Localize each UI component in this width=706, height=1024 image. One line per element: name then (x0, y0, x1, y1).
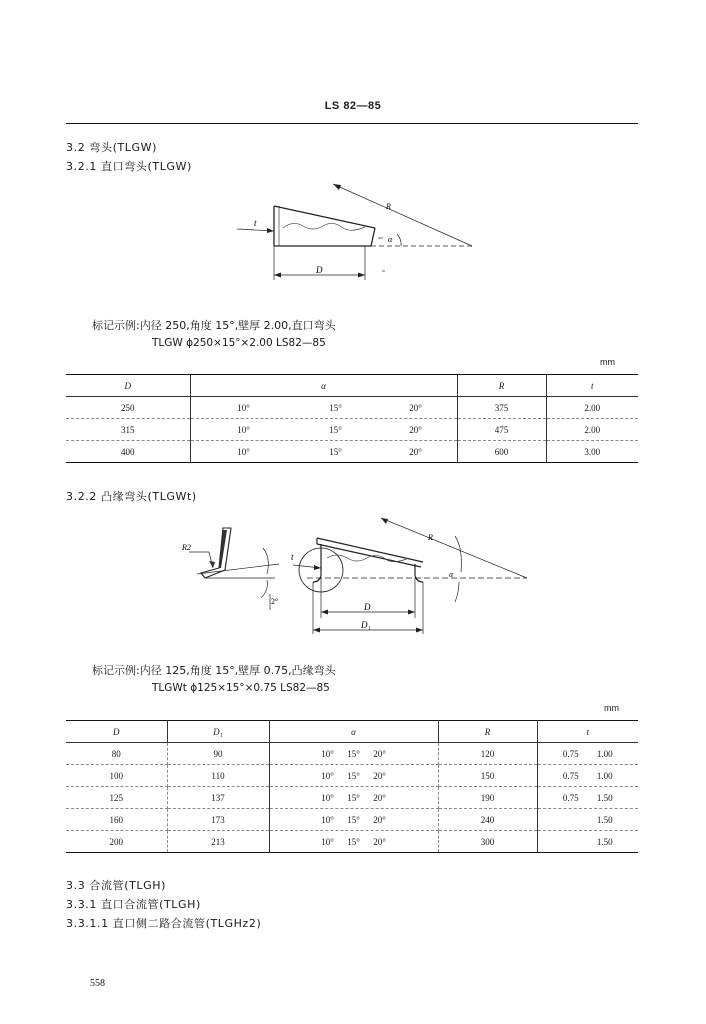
diagram2-label-D1: D₁ (361, 620, 371, 630)
table2-cell-alpha: 10° 15° 20° (269, 765, 438, 787)
table-row (66, 397, 638, 419)
diagram1-label-R: R (386, 202, 391, 211)
table2-cell-t: 1.50 (537, 809, 638, 831)
section-3-2-heading: 3.2 弯头(TLGW) (66, 141, 158, 154)
table-row (66, 831, 638, 853)
table2-header-R: R (438, 721, 537, 743)
diagram2-label-t: t (291, 552, 294, 562)
table2-cell-R: 150 (438, 765, 537, 787)
table1-cell-t: 3.00 (584, 446, 601, 457)
table2-cell-D: 100 (66, 765, 167, 787)
section-3-3-1-heading: 3.3.1 直口合流管(TLGH) (66, 898, 201, 911)
table2-header-t: t (537, 721, 638, 743)
table2-cell-R: 190 (438, 787, 537, 809)
table2-cell-alpha: 10° 15° 20° (269, 743, 438, 765)
straight-elbow-diagram (225, 176, 485, 288)
table2-cell-alpha: 10° 15° 20° (269, 787, 438, 809)
diagram1-label-t: t (254, 218, 257, 228)
table1-cell-R: 600 (457, 441, 546, 463)
table2-cell-D1: 173 (167, 809, 269, 831)
table2-cell-D: 125 (66, 787, 167, 809)
diagram1-label-alpha: α (388, 235, 393, 244)
section-3-3-heading: 3.3 合流管(TLGH) (66, 879, 167, 892)
table2-cell-R: 120 (438, 743, 537, 765)
table1-header-D: D (66, 375, 190, 397)
example2-line1: 标记示例:内径 125,角度 15°,壁厚 0.75,凸缘弯头 (92, 664, 336, 677)
page-number: 558 (90, 978, 105, 989)
table2-cell-R: 300 (438, 831, 537, 853)
table2-cell-t: 0.75 1.00 (537, 743, 638, 765)
table1-header-row (66, 375, 638, 397)
diagram2-label-alpha: α (449, 570, 454, 579)
table1 (66, 374, 638, 463)
table2-header-D1: D₁ (167, 721, 269, 743)
table-row (66, 419, 638, 441)
table1-cell-D: 400 (66, 441, 190, 463)
table1-cell-t: 2.00 (546, 419, 638, 441)
table2-cell-D1: 213 (167, 831, 269, 853)
table1-cell-R: 375 (457, 397, 546, 419)
section-3-2-1-heading: 3.2.1 直口弯头(TLGW) (66, 160, 192, 173)
table2-cell-D: 160 (66, 809, 167, 831)
table-row (66, 787, 638, 809)
table1-cell-alpha: 10° 15° 20° (190, 397, 457, 419)
table1-unit: mm (600, 357, 615, 367)
table2 (66, 720, 638, 853)
section-3-2-2-heading: 3.2.2 凸缘弯头(TLGWt) (66, 490, 197, 503)
table2-cell-R: 240 (438, 809, 537, 831)
table-row (66, 441, 638, 463)
example1-line1: 标记示例:内径 250,角度 15°,壁厚 2.00,直口弯头 (92, 319, 336, 332)
flanged-elbow-diagram (175, 506, 545, 640)
table2-cell-t: 0.75 1.50 (537, 787, 638, 809)
diagram2-label-R2: R2 (182, 543, 191, 552)
table1-cell-alpha: 10° 15° 20° (190, 419, 457, 441)
diagram2-label-R: R (428, 533, 433, 542)
section-3-3-1-1-heading: 3.3.1.1 直口侧二路合流管(TLGHz2) (66, 917, 262, 930)
table2-cell-D: 80 (66, 743, 167, 765)
example1-line2: TLGW ϕ250×15°×2.00 LS82—85 (152, 337, 326, 349)
table2-header-row (66, 721, 638, 743)
table1-cell-alpha: 10° 15° 20° (190, 441, 457, 463)
table-row (66, 809, 638, 831)
diagram2-label-2deg: 2° (271, 597, 279, 606)
header-rule (66, 123, 638, 124)
diagram1-label-D: D (316, 265, 323, 275)
table2-cell-t: 1.50 (596, 836, 613, 847)
example2-line2: TLGWt ϕ125×15°×0.75 LS82—85 (152, 682, 330, 694)
table1-cell-D: 315 (66, 419, 190, 441)
table1-cell-t: 2.00 (546, 397, 638, 419)
table-row (66, 765, 638, 787)
table2-header-D: D (66, 721, 167, 743)
table2-cell-D1: 137 (167, 787, 269, 809)
table1-header-alpha: α (190, 375, 457, 397)
diagram2-label-D: D (364, 602, 371, 612)
page-header-code: LS 82—85 (324, 100, 382, 112)
table2-unit: mm (604, 703, 619, 713)
table2-header-alpha: α (269, 721, 438, 743)
table1-header-R: R (457, 375, 546, 397)
table1-cell-D: 250 (66, 397, 190, 419)
table2-cell-alpha: 10° 15° 20° (269, 831, 438, 853)
table-row (66, 743, 638, 765)
table2-cell-D: 200 (66, 831, 167, 853)
table1-header-t: t (546, 375, 638, 397)
table1-cell-R: 475 (457, 419, 546, 441)
table2-cell-D1: 110 (167, 765, 269, 787)
table2-cell-D1: 90 (167, 743, 269, 765)
table2-cell-alpha: 10° 15° 20° (269, 809, 438, 831)
table2-cell-t: 0.75 1.00 (537, 765, 638, 787)
